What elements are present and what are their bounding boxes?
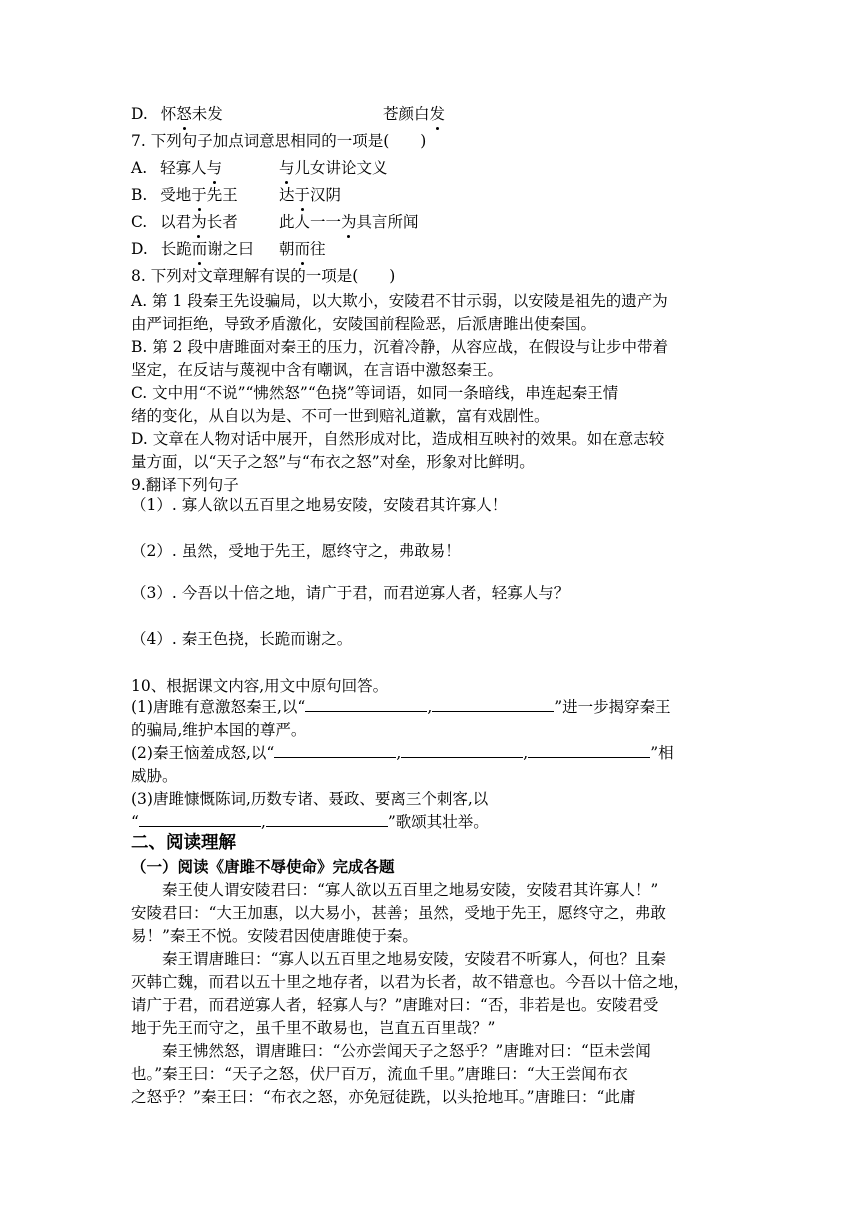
- option-text: 往: [310, 240, 326, 258]
- option-text: 达: [279, 186, 295, 204]
- option-label: D.: [131, 105, 148, 123]
- dotted-char: 而: [294, 240, 311, 258]
- q9-stem: 9.翻译下列句子: [131, 476, 239, 494]
- q8-option-b-line2: 坚定，在反诘与蔑视中含有嘲讽，在言语中激怒秦王。: [131, 361, 504, 379]
- passage-line: 秦王使人谓安陵君曰：“寡人欲以五百里之地易安陵，安陵君其许寡人！”: [162, 881, 659, 899]
- q10-item-3-line2: [131, 811, 489, 833]
- answer-blank[interactable]: [266, 811, 388, 827]
- q8-option-b-line1: B. 第 2 段中唐雎面对秦王的压力，沉着冷静，从容应战，在假设与让步中带着: [131, 338, 668, 356]
- option-text: 长跪: [160, 240, 192, 258]
- passage-line: 之怒乎？”秦王曰：“布衣之怒，亦免冠徒跣，以头抢地耳。”唐雎曰：“此庸: [131, 1088, 636, 1106]
- q9-sentence-4: （4）. 秦王色挠，长跪而谢之。: [131, 630, 353, 648]
- q8-option-c-line1: C. 文中用“不说”“怫然怒”“色挠”等词语，如同一条暗线，串连起秦王情: [131, 384, 619, 402]
- dotted-char: 与: [279, 159, 295, 177]
- answer-blank[interactable]: [274, 742, 396, 758]
- q7-option-a-second: [279, 157, 388, 179]
- item-text: (2)秦王恼羞成怒,以“: [131, 744, 275, 762]
- option-label: A.: [131, 159, 148, 177]
- item-text: ,: [523, 744, 529, 762]
- q10-item-3: (3)唐雎慷慨陈词,历数专诸、聂政、要离三个刺客,以: [131, 790, 489, 808]
- option-label: D.: [131, 240, 148, 258]
- dotted-char: 怒: [176, 105, 192, 123]
- q10-item-1-line2: 的骗局,维护本国的尊严。: [131, 721, 307, 739]
- option-text: 苍颜白: [383, 105, 430, 123]
- option-text: 先王: [206, 186, 238, 204]
- item-text: ,: [427, 698, 433, 716]
- answer-blank[interactable]: [432, 696, 554, 712]
- answer-blank[interactable]: [139, 811, 261, 827]
- section-title: 二、阅读理解: [131, 833, 236, 853]
- q9-sentence-2: （2）. 虽然，受地于先王，愿终守之，弗敢易！: [131, 542, 461, 560]
- answer-blank[interactable]: [401, 742, 523, 758]
- option-text: 受地: [160, 186, 192, 204]
- passage-line: 秦王怫然怒，谓唐雎曰：“公亦尝闻天子之怒乎？”唐雎对曰：“臣未尝闻: [162, 1042, 651, 1060]
- item-text: ”进一步揭穿秦王: [554, 698, 671, 716]
- q7-option-b-second: [279, 184, 341, 206]
- option-text: 汉阴: [310, 186, 342, 204]
- q10-item-1: [131, 696, 671, 718]
- q7-option-c: [131, 211, 238, 233]
- q9-sentence-1: （1）. 寡人欲以五百里之地易安陵，安陵君其许寡人！: [131, 496, 508, 514]
- q10-item-2: [131, 742, 674, 764]
- q10-stem: 10、根据课文内容,用文中原句回答。: [131, 677, 389, 695]
- q8-stem: 8. 下列对文章理解有误的一项是( ): [131, 267, 396, 285]
- dotted-char: 而: [191, 240, 208, 258]
- q8-option-c-line2: 绪的变化，从自以为是、不可一世到赔礼道歉，富有戏剧性。: [131, 407, 550, 425]
- option-text: 谢之曰: [207, 240, 254, 258]
- option-text: 以君: [160, 213, 192, 231]
- option-text: 轻寡人: [160, 159, 207, 177]
- q9-sentence-3: （3）. 今吾以十倍之地，请广于君，而君逆寡人者，轻寡人与？: [131, 584, 570, 602]
- q8-option-d-line1: D. 文章在人物对话中展开，自然形成对比，造成相互映衬的效果。如在意志较: [131, 430, 665, 448]
- option-text: 此人一一: [279, 213, 342, 231]
- dotted-char: 为: [191, 213, 207, 231]
- answer-blank[interactable]: [528, 742, 650, 758]
- passage-line: 秦王谓唐雎曰：“寡人以五百里之地易安陵，安陵君不听寡人，何也？且秦: [162, 950, 666, 968]
- dotted-char: 为: [341, 213, 357, 231]
- item-text: ,: [260, 813, 266, 831]
- item-text: ”相: [650, 744, 674, 762]
- q7-option-d: [131, 238, 254, 260]
- q8-option-a-line1: A. 第 1 段秦王先设骗局，以大欺小，安陵君不甘示弱，以安陵是祖先的遗产为: [131, 292, 668, 310]
- passage-line: 地于先王而守之，虽千里不敢易也，岂直五百里哉？”: [131, 1019, 496, 1037]
- passage-line: 请广于君，而君逆寡人者，轻寡人与？”唐雎对曰：“否，非若是也。安陵君受: [131, 996, 659, 1014]
- option-text: 长者: [206, 213, 238, 231]
- passage-line: 易！”秦王不悦。安陵君因使唐雎使于秦。: [131, 927, 418, 945]
- q6-option-d-second: [383, 103, 445, 125]
- q7-option-c-second: [279, 211, 419, 233]
- item-text: (1)唐雎有意激怒秦王,以“: [131, 698, 306, 716]
- q8-option-d-line2: 量方面，以“天子之怒”与“布衣之怒”对垒，形象对比鲜明。: [131, 453, 535, 471]
- answer-blank[interactable]: [305, 696, 427, 712]
- option-text: 未发: [191, 105, 223, 123]
- option-label: C.: [131, 213, 148, 231]
- passage-line: 灭韩亡魏，而君以五十里之地存者，以君为长者，故不错意也。今吾以十倍之地，: [131, 973, 690, 991]
- q7-option-a: [131, 157, 222, 179]
- q8-option-a-line2: 由严词拒绝，导致矛盾激化，安陵国前程险恶，后派唐雎出使秦国。: [131, 315, 597, 333]
- q10-item-2-line2: 威胁。: [131, 767, 178, 785]
- dotted-char: 于: [294, 186, 311, 204]
- option-label: B.: [131, 186, 148, 204]
- option-text: 朝: [279, 240, 295, 258]
- item-text: ,: [396, 744, 402, 762]
- option-text: 具言所闻: [356, 213, 419, 231]
- q6-option-d: [131, 103, 223, 125]
- option-text: 儿女讲论文义: [294, 159, 388, 177]
- q7-option-d-second: [279, 238, 326, 260]
- option-text: 怀: [160, 105, 177, 123]
- passage-line: 安陵君曰：“大王加惠，以大易小，甚善；虽然，受地于先王，愿终守之，弗敢: [131, 904, 666, 922]
- item-text: “: [131, 813, 139, 831]
- passage-line: 也。”秦王曰：“天子之怒，伏尸百万，流血千里。”唐雎曰：“大王尝闻布衣: [131, 1065, 628, 1083]
- q7-stem: 7. 下列句子加点词意思相同的一项是( ): [131, 132, 427, 150]
- section-subtitle: （一）阅读《唐雎不辱使命》完成各题: [131, 858, 395, 876]
- dotted-char: 发: [429, 105, 446, 123]
- dotted-char: 与: [206, 159, 223, 177]
- q7-option-b: [131, 184, 238, 206]
- item-text: ”歌颂其壮举。: [387, 813, 489, 831]
- dotted-char: 于: [191, 186, 207, 204]
